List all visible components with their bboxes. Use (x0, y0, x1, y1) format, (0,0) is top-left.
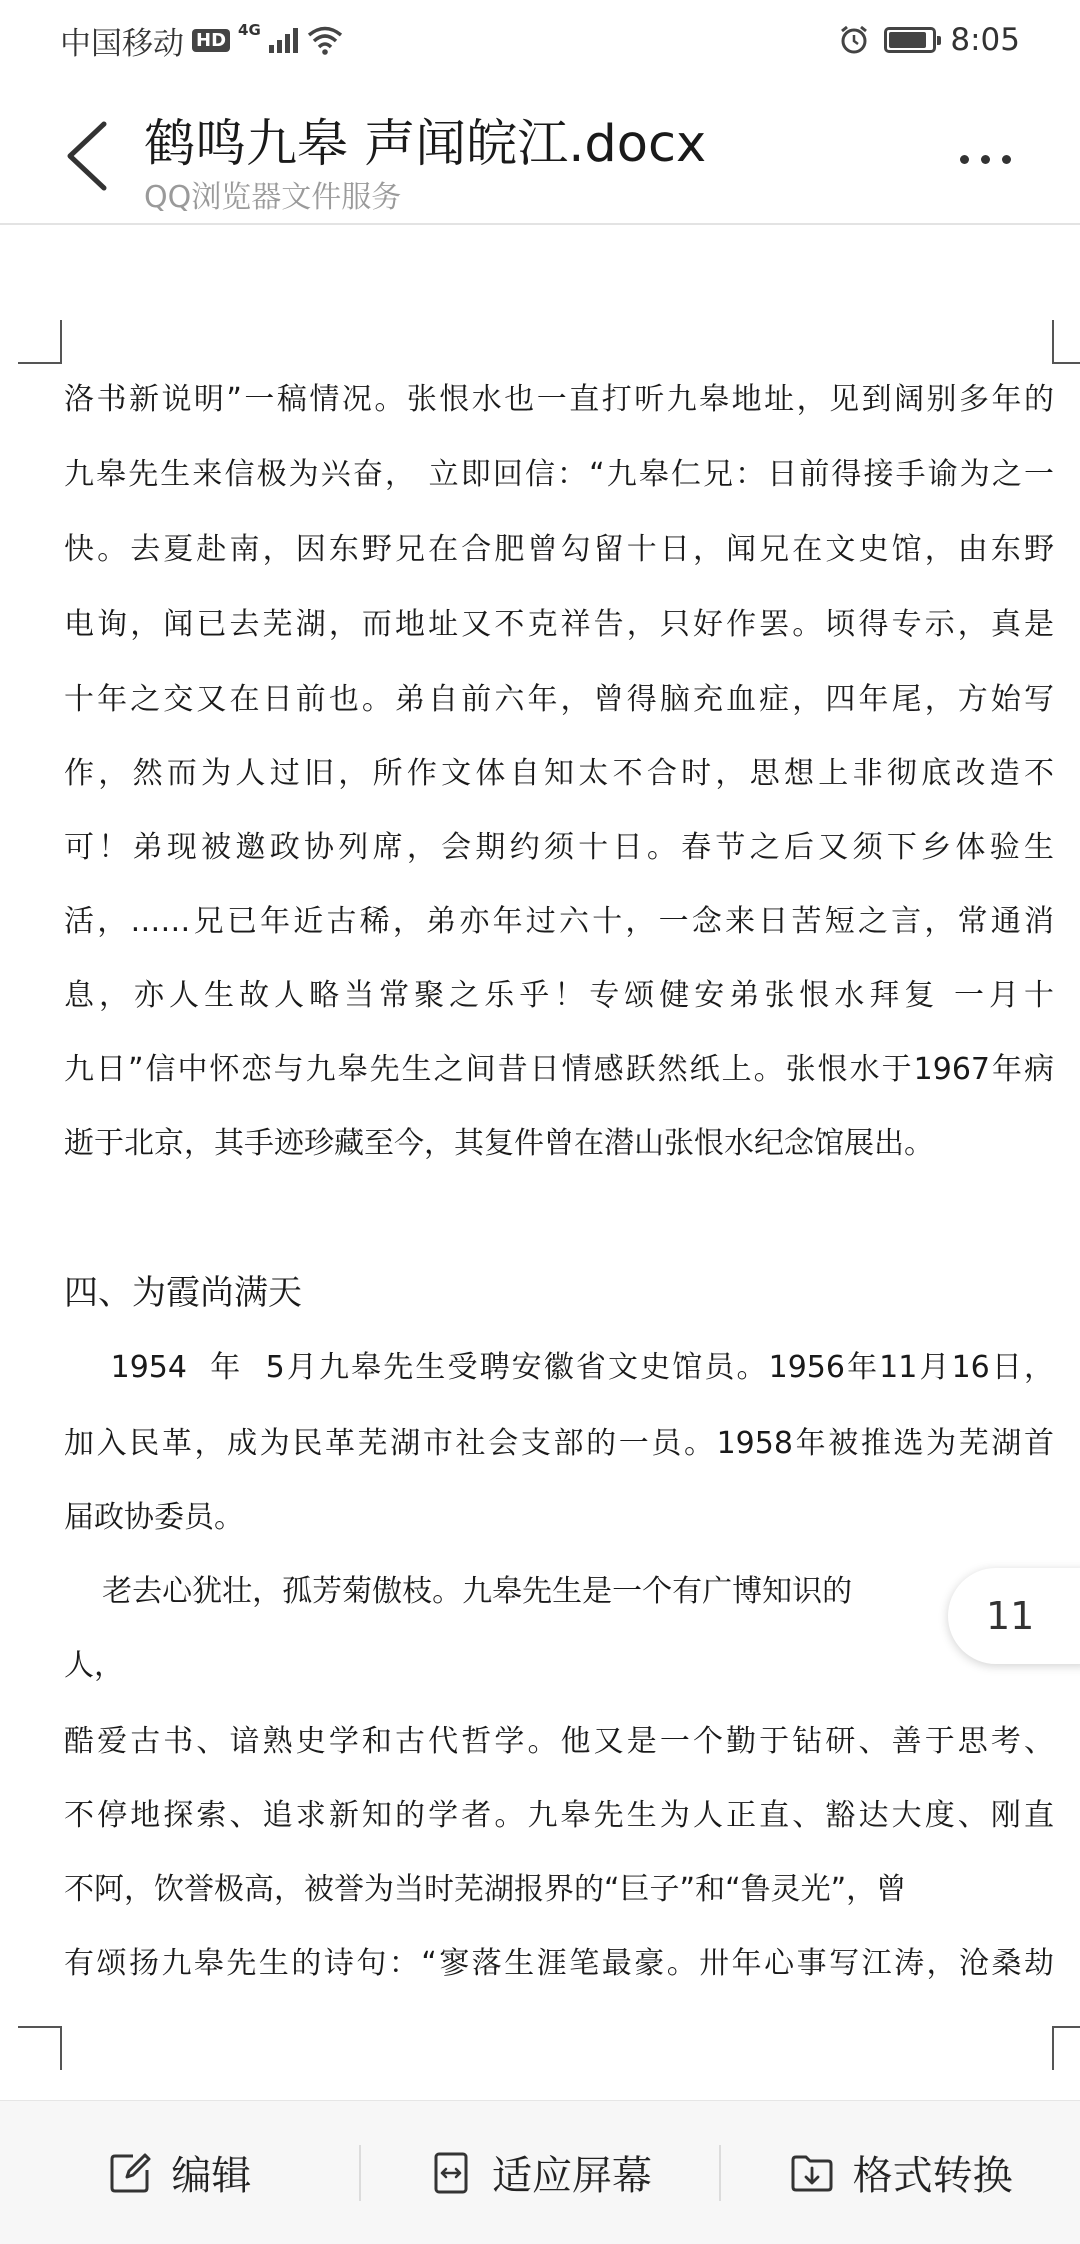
signal-icon (269, 27, 298, 53)
paragraph-line: 九皋先生来信极为兴奋， 立即回信：“九皋仁兄：日前得接手谕为之一 (64, 457, 1054, 492)
fit-screen-icon (428, 2150, 474, 2196)
app-header (0, 80, 1080, 225)
page-corner-mark (1052, 2026, 1080, 2070)
paragraph-line: 九日”信中怀恋与九皋先生之间昔日情感跃然纸上。张恨水于1967年病 (64, 1052, 1054, 1087)
format-convert-label: 格式转换 (852, 2153, 1013, 2199)
document-source: QQ浏览器文件服务 (144, 180, 402, 215)
edit-button[interactable] (0, 2101, 359, 2244)
paragraph-line: 活，……兄已年近古稀，弟亦年过六十，一念来日苦短之言，常通消 (64, 904, 1054, 939)
paragraph-line: 老去心犹壮，孤芳菊傲枝。九皋先生是一个有广博知识的 (64, 1574, 853, 1609)
page-corner-mark (18, 320, 62, 364)
status-left (60, 18, 344, 63)
status-bar (0, 0, 1080, 80)
paragraph-line: 可！弟现被邀政协列席，会期约须十日。春节之后又须下乡体验生 (64, 830, 1054, 865)
page-corner-mark (18, 2026, 62, 2070)
paragraph-line: 届政协委员。 (64, 1500, 244, 1535)
carrier-name: 中国移动 (60, 25, 184, 62)
bottom-toolbar (0, 2100, 1080, 2244)
paragraph-line: 有颂扬九皋先生的诗句：“寥落生涯笔最豪。卅年心事写江涛，沧桑劫 (64, 1946, 1054, 1981)
battery-icon (884, 27, 936, 53)
paragraph-line: 十年之交又在日前也。弟自前六年，曾得脑充血症，四年尾，方始写 (64, 682, 1054, 717)
section-heading: 四、为霞尚满天 (64, 1273, 302, 1313)
paragraph-line: 息，亦人生故人略当常聚之乐乎！专颂健安弟张恨水拜复 一月十 (64, 978, 1054, 1013)
page-number-indicator[interactable]: 11 (948, 1568, 1080, 1664)
format-convert-button[interactable] (721, 2101, 1080, 2244)
edit-icon (107, 2150, 153, 2196)
fit-screen-button[interactable] (361, 2101, 720, 2244)
paragraph-line: 快。去夏赴南，因东野兄在合肥曾勾留十日，闻兄在文史馆，由东野 (64, 532, 1054, 567)
paragraph-line: 酷爱古书、谙熟史学和古代哲学。他又是一个勤于钻研、善于思考、 (64, 1724, 1054, 1759)
page-corner-mark (1052, 320, 1080, 364)
paragraph-line: 电询，闻已去芜湖，而地址又不克祥告，只好作罢。顷得专示，真是 (64, 607, 1054, 642)
paragraph-line: 洛书新说明”一稿情况。张恨水也一直打听九皋地址，见到阔别多年的 (64, 382, 1054, 417)
paragraph-line: 加入民革，成为民革芜湖市社会支部的一员。1958年被推选为芜湖首 (64, 1426, 1054, 1461)
paragraph-line: 1954 年 5月九皋先生受聘安徽省文史馆员。1956年11月16日， (64, 1350, 1054, 1385)
status-right (838, 22, 1020, 58)
paragraph-line: 不停地探索、追求新知的学者。九皋先生为人正直、豁达大度、刚直 (64, 1798, 1054, 1833)
more-options-icon[interactable] (960, 144, 1030, 174)
paragraph-line: 不阿，饮誉极高，被誉为当时芜湖报界的“巨子”和“鲁灵光”，曾 (64, 1872, 907, 1907)
clock-time: 8:05 (950, 22, 1020, 58)
paragraph-line: 作，然而为人过旧，所作文体自知太不合时，思想上非彻底改造不 (64, 756, 1054, 791)
edit-label: 编辑 (171, 2153, 252, 2199)
alarm-icon (838, 24, 870, 56)
hd-badge: HD (192, 29, 230, 52)
paragraph-line: 人， (64, 1648, 124, 1683)
wifi-icon (306, 25, 344, 55)
back-arrow-icon[interactable] (56, 116, 116, 196)
fit-screen-label: 适应屏幕 (492, 2153, 652, 2199)
network-type: 4G (238, 21, 261, 39)
document-title: 鹤鸣九皋 声闻皖江.docx (144, 115, 707, 174)
paragraph-line: 逝于北京，其手迹珍藏至今，其复件曾在潜山张恨水纪念馆展出。 (64, 1126, 934, 1161)
folder-convert-icon (789, 2150, 835, 2196)
